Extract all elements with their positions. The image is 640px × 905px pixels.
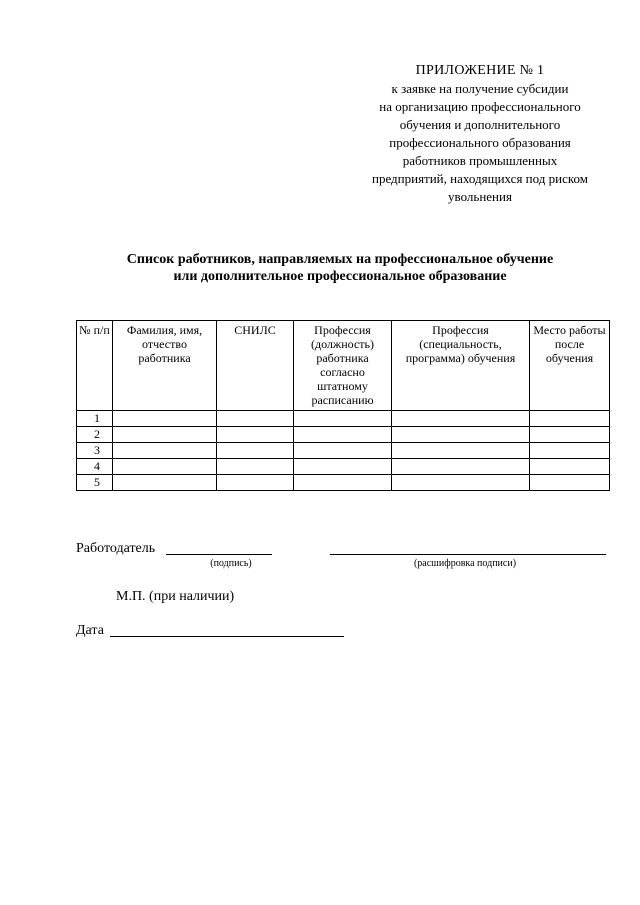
date-line[interactable] <box>110 636 344 637</box>
appendix-line: к заявке на получение субсидии <box>391 81 569 96</box>
column-header-position: Профессия (должность) работника согласно штатному расписанию <box>294 321 392 411</box>
column-header-workplace: Место работы после обучения <box>530 321 610 411</box>
table-row <box>77 411 610 427</box>
table-cell[interactable] <box>530 427 610 443</box>
row-number: 4 <box>77 459 113 475</box>
table-cell[interactable] <box>392 459 530 475</box>
appendix-line: работников промышленных <box>402 153 558 168</box>
table-header-row <box>77 321 610 411</box>
table-cell[interactable] <box>113 443 217 459</box>
table-cell[interactable] <box>217 427 294 443</box>
table-cell[interactable] <box>530 443 610 459</box>
table-cell[interactable] <box>530 475 610 491</box>
appendix-line: обучения и дополнительного <box>399 117 561 132</box>
date-label: Дата <box>76 623 104 638</box>
employees-table <box>76 320 610 491</box>
table-cell[interactable] <box>217 459 294 475</box>
table-cell[interactable] <box>113 459 217 475</box>
table-cell[interactable] <box>217 475 294 491</box>
signature-caption: (подпись) <box>210 558 252 569</box>
table-row <box>77 443 610 459</box>
table-cell[interactable] <box>294 443 392 459</box>
table-cell[interactable] <box>392 443 530 459</box>
table-cell[interactable] <box>217 411 294 427</box>
table-row <box>77 475 610 491</box>
table-cell[interactable] <box>530 411 610 427</box>
table-cell[interactable] <box>530 459 610 475</box>
table-cell[interactable] <box>294 411 392 427</box>
table-cell[interactable] <box>113 475 217 491</box>
table-cell[interactable] <box>392 427 530 443</box>
row-number: 2 <box>77 427 113 443</box>
column-header-fullname: Фамилия, имя, отчество работника <box>113 321 217 411</box>
row-number: 3 <box>77 443 113 459</box>
table-cell[interactable] <box>113 411 217 427</box>
title-line-1: Список работников, направляемых на профессиональное обучение <box>126 252 554 267</box>
title-line-2: или дополнительное профессиональное образование <box>173 269 507 284</box>
appendix-block <box>345 62 615 206</box>
signature-line[interactable] <box>166 554 272 555</box>
table-row <box>77 459 610 475</box>
table-cell[interactable] <box>392 475 530 491</box>
stamp-placeholder: М.П. (при наличии) <box>116 589 235 604</box>
signature-decoding-line[interactable] <box>330 554 606 555</box>
appendix-heading: ПРИЛОЖЕНИЕ № 1 <box>415 63 545 78</box>
table-cell[interactable] <box>294 459 392 475</box>
appendix-line: на организацию профессионального <box>379 99 581 114</box>
document-title <box>60 251 620 285</box>
appendix-line: увольнения <box>448 189 512 204</box>
table-cell[interactable] <box>294 475 392 491</box>
appendix-line: профессионального образования <box>389 135 571 150</box>
signature-decoding-caption: (расшифровка подписи) <box>413 558 517 569</box>
table-cell[interactable] <box>294 427 392 443</box>
row-number: 5 <box>77 475 113 491</box>
appendix-line: предприятий, находящихся под риском <box>371 171 588 186</box>
row-number: 1 <box>77 411 113 427</box>
column-header-snils: СНИЛС <box>217 321 294 411</box>
table-row <box>77 427 610 443</box>
table-cell[interactable] <box>392 411 530 427</box>
column-header-number: № п/п <box>77 321 113 411</box>
table-cell[interactable] <box>217 443 294 459</box>
table-cell[interactable] <box>113 427 217 443</box>
column-header-training-program: Профессия (специальность, программа) обучения <box>392 321 530 411</box>
employer-label: Работодатель <box>76 541 156 556</box>
